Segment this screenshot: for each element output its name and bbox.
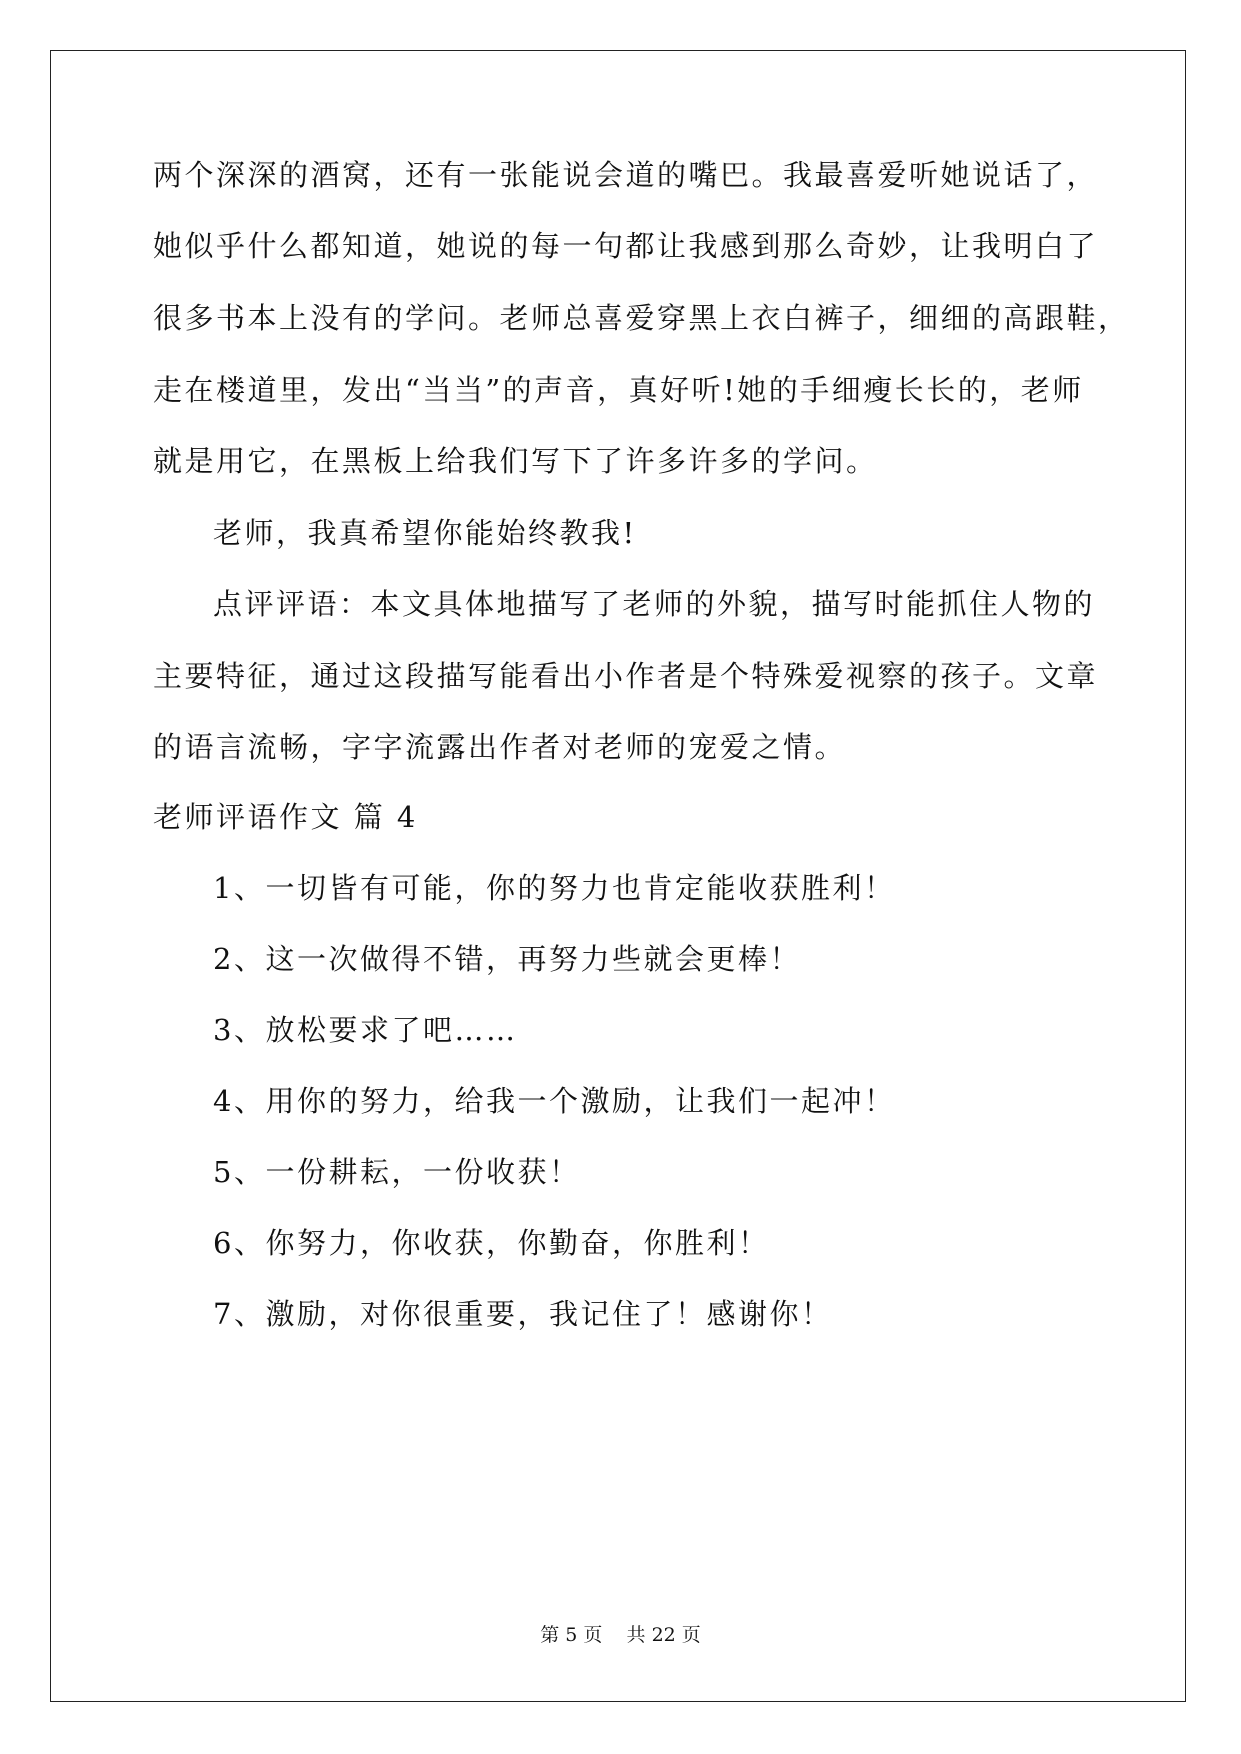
- list-item: 3、放松要求了吧……: [213, 1013, 518, 1047]
- list-item: 6、你努力，你收获，你勤奋，你胜利！: [213, 1226, 770, 1260]
- section-heading: 老师评语作文 篇 4: [153, 800, 418, 834]
- page-footer: 第 5 页 共 22 页: [540, 1624, 701, 1646]
- list-item: 1、一切皆有可能，你的努力也肯定能收获胜利！: [213, 871, 896, 905]
- paragraph-line: 主要特征，通过这段描写能看出小作者是个特殊爱视察的孩子。文章: [153, 659, 1099, 693]
- paragraph-line: 老师，我真希望你能始终教我!: [213, 516, 637, 550]
- list-item: 7、激励，对你很重要，我记住了！感谢你！: [213, 1297, 833, 1331]
- paragraph-line: 两个深深的酒窝，还有一张能说会道的嘴巴。我最喜爱听她说话了，: [153, 158, 1099, 192]
- paragraph-line: 的语言流畅，字字流露出作者对老师的宠爱之情。: [153, 730, 847, 764]
- paragraph-line: 走在楼道里，发出“当当”的声音，真好听!她的手细瘦长长的，老师: [153, 373, 1084, 407]
- paragraph-line: 她似乎什么都知道，她说的每一句都让我感到那么奇妙，让我明白了: [153, 229, 1099, 263]
- paragraph-line: 很多书本上没有的学问。老师总喜爱穿黑上衣白裤子，细细的高跟鞋，: [153, 301, 1130, 335]
- paragraph-line: 就是用它，在黑板上给我们写下了许多许多的学问。: [153, 444, 878, 478]
- paragraph-line: 点评评语：本文具体地描写了老师的外貌，描写时能抓住人物的: [213, 587, 1096, 621]
- list-item: 4、用你的努力，给我一个激励，让我们一起冲！: [213, 1084, 896, 1118]
- list-item: 2、这一次做得不错，再努力些就会更棒！: [213, 942, 801, 976]
- list-item: 5、一份耕耘，一份收获！: [213, 1155, 581, 1189]
